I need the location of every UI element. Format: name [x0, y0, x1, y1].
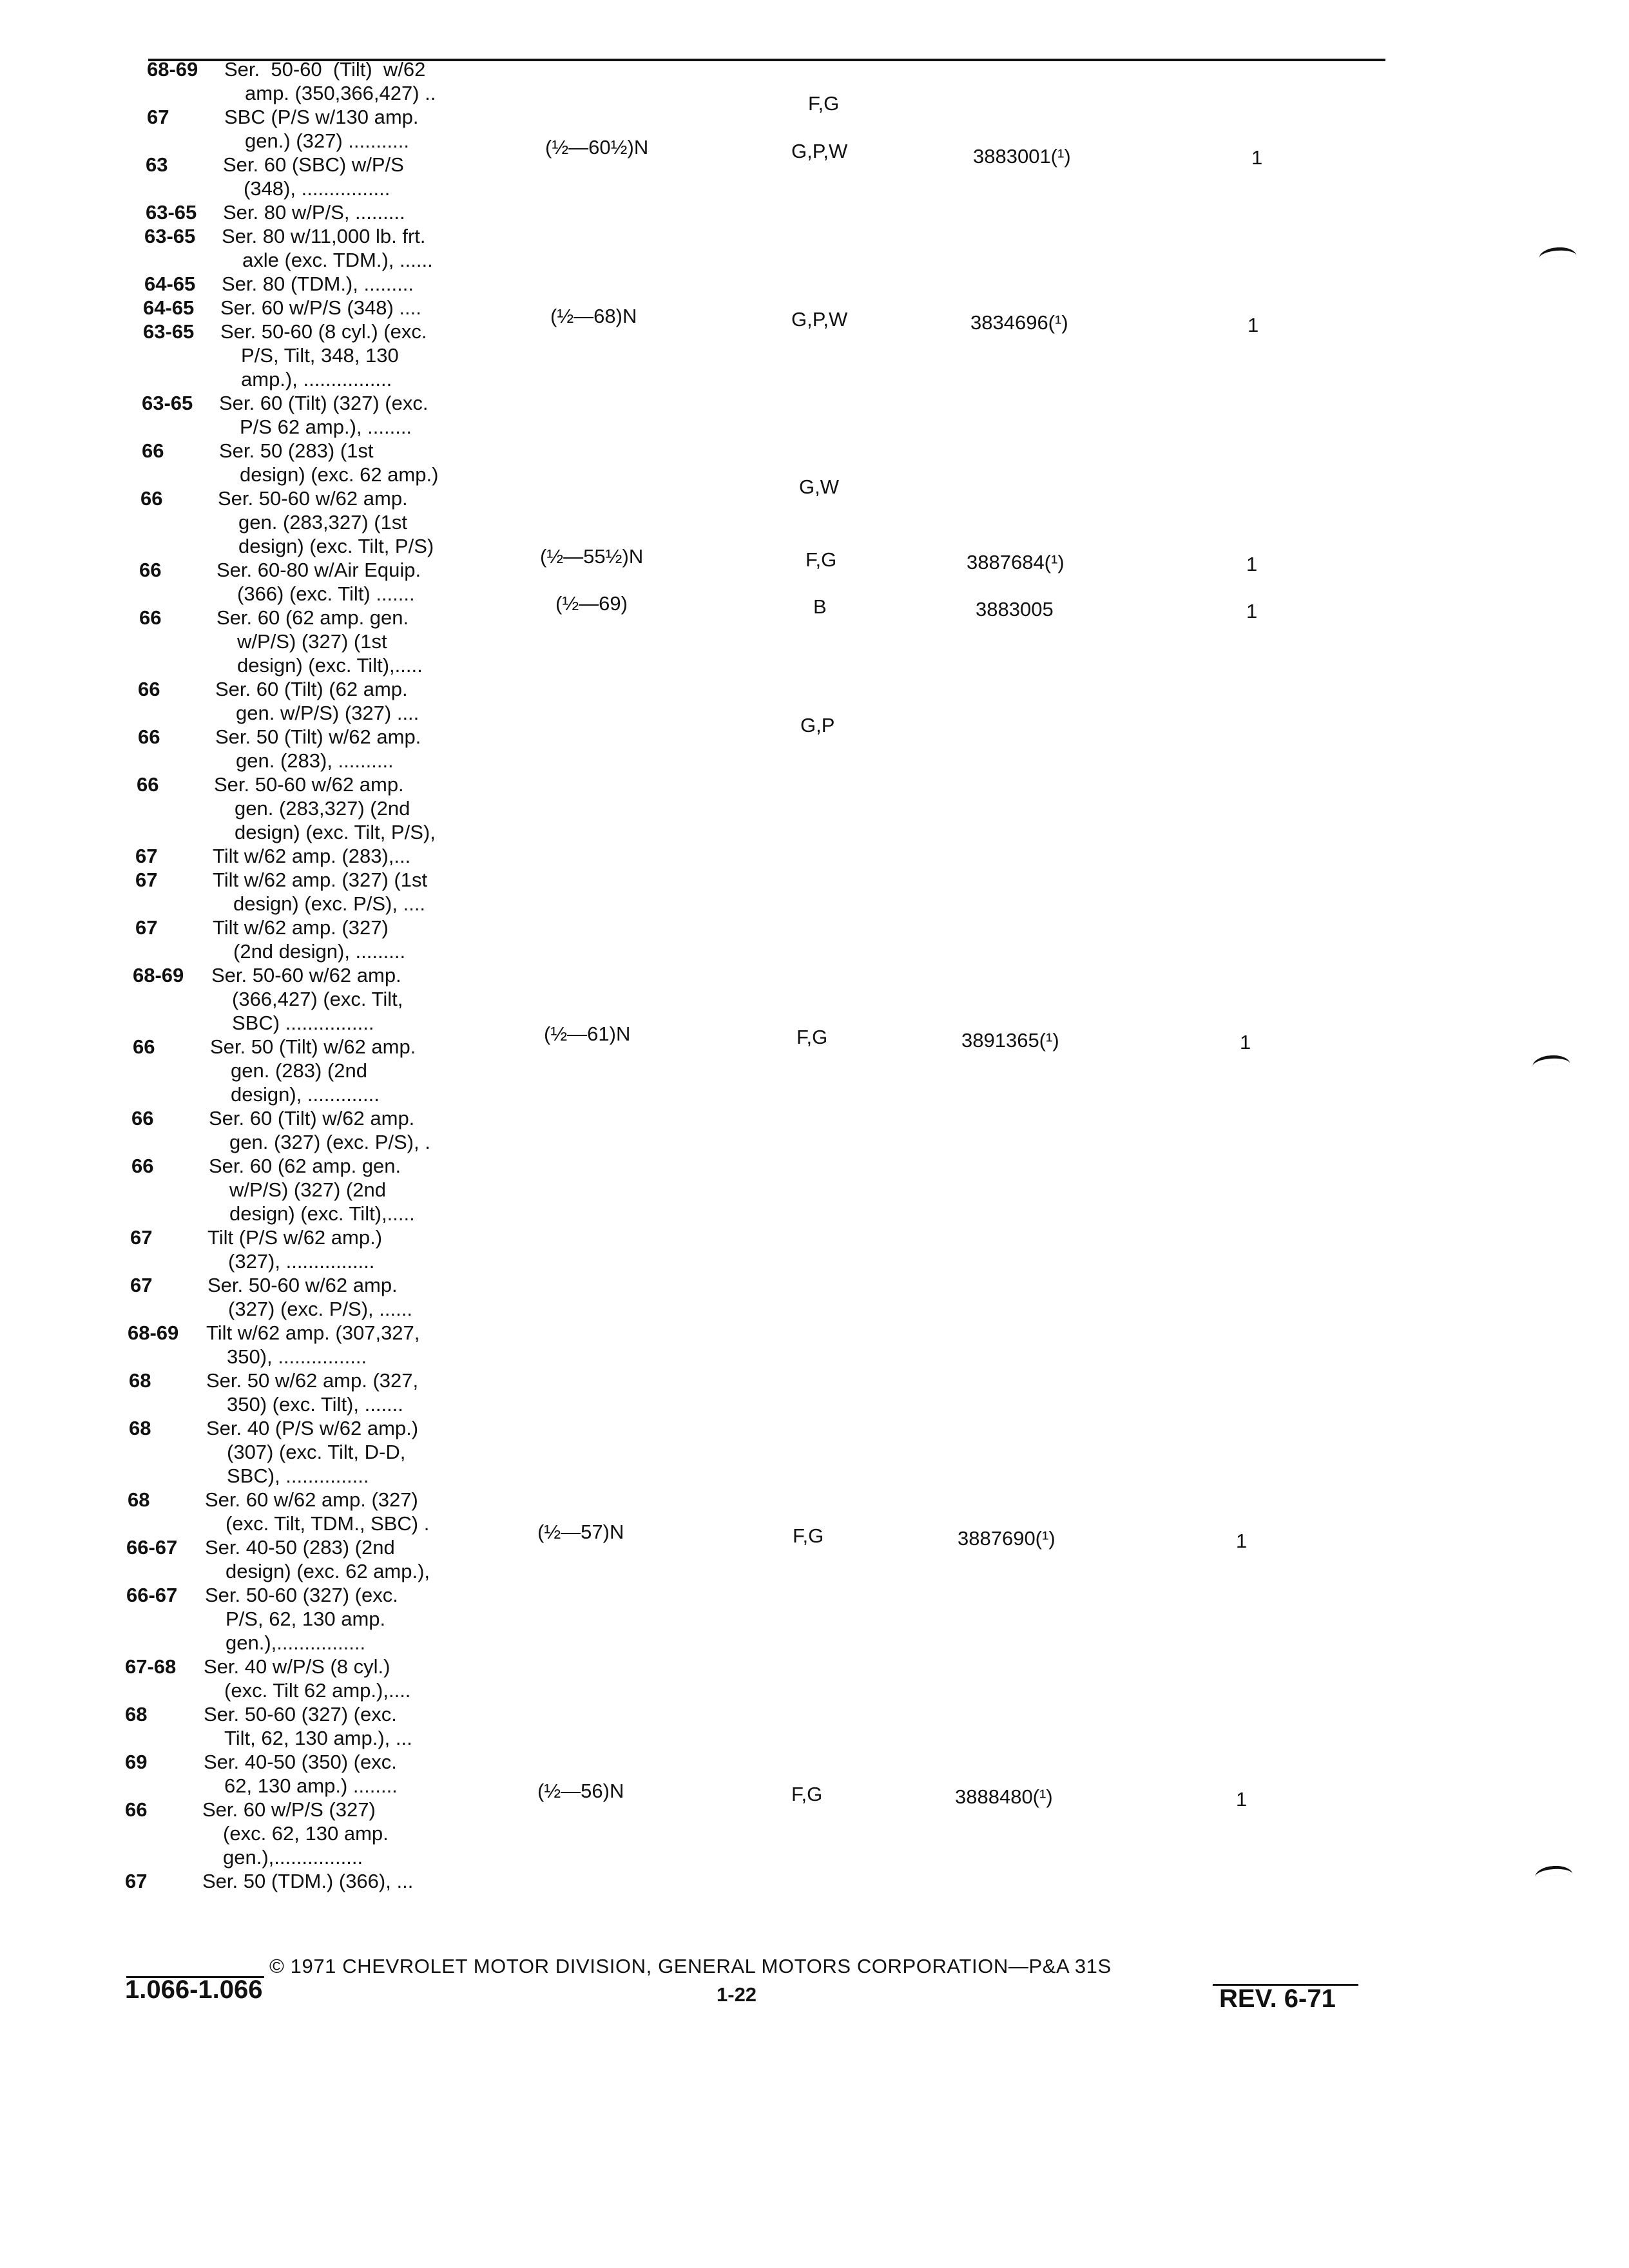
margin-mark — [1535, 1865, 1573, 1877]
entry-line: Ser. 50 w/62 amp. (327, — [206, 1369, 419, 1392]
entry-line: design), ............. — [231, 1083, 380, 1106]
entry-line: SBC (P/S w/130 amp. — [224, 106, 419, 128]
entry-line: Ser. 50-60 (8 cyl.) (exc. — [220, 320, 427, 343]
entry-year: 63-65 — [144, 225, 196, 247]
entry-line: design) (exc. P/S), .... — [233, 892, 426, 915]
entry-line: gen.),................ — [223, 1846, 363, 1869]
entry — [0, 964, 503, 1036]
entry — [0, 439, 503, 488]
entry-line: SBC), ............... — [227, 1465, 369, 1487]
entry-line: gen. w/P/S) (327) .... — [236, 702, 419, 724]
entry — [0, 1155, 503, 1227]
entry-line: Ser. 60-80 w/Air Equip. — [217, 559, 421, 581]
margin-mark — [1539, 246, 1577, 258]
entry-line: design) (exc. 62 amp.), — [226, 1560, 430, 1582]
qty-cell: 1 — [1240, 1031, 1251, 1053]
entry-line: Ser. 40-50 (283) (2nd — [205, 1536, 395, 1559]
footer-revision: REV. 6-71 — [1219, 1984, 1336, 2013]
entry-line: amp.), ................ — [241, 368, 392, 390]
entry-line: Ser. 80 w/11,000 lb. frt. — [222, 225, 426, 247]
entry-line: design) (exc. Tilt, P/S), — [235, 821, 436, 843]
entry-line: gen. (283) (2nd — [231, 1059, 367, 1082]
entry-line: Ser. 50-60 w/62 amp. — [218, 487, 408, 510]
entry-line: Ser. 50-60 w/62 amp. — [211, 964, 401, 986]
entry-year: 68 — [128, 1488, 150, 1511]
entry-line: Ser. 80 (TDM.), ......... — [222, 273, 414, 295]
entry-year: 68-69 — [133, 964, 184, 986]
entry — [0, 845, 503, 869]
entry — [0, 1035, 503, 1108]
entry-line: gen.) (327) ........... — [245, 130, 409, 152]
entry — [0, 1870, 503, 1894]
entry-line: Ser. 60 (Tilt) (327) (exc. — [219, 392, 429, 414]
entry-line: gen. (283,327) (2nd — [235, 797, 410, 820]
entry-line: Ser. 50-60 (327) (exc. — [204, 1703, 397, 1725]
entry-year: 66-67 — [126, 1584, 178, 1606]
entry-year: 67 — [130, 1226, 153, 1249]
entry-line: (exc. 62, 130 amp. — [223, 1822, 389, 1845]
entry-line: Tilt w/62 amp. (307,327, — [206, 1321, 420, 1344]
entry — [0, 1417, 503, 1489]
entry — [0, 1703, 503, 1751]
code-cell: (½—61)N — [544, 1023, 631, 1045]
entry-line: Ser. 50-60 w/62 amp. — [207, 1274, 398, 1296]
entry-year: 66 — [131, 1155, 154, 1177]
code-cell: (½—57)N — [537, 1521, 624, 1543]
code-cell: (½—68)N — [550, 305, 637, 327]
entry-line: amp. (350,366,427) .. — [245, 82, 436, 104]
entry-year: 64-65 — [144, 273, 196, 295]
entry-year: 67 — [135, 869, 158, 891]
entry-year: 66 — [131, 1107, 154, 1129]
entry-year: 67 — [125, 1870, 148, 1892]
entry-year: 66 — [137, 773, 159, 796]
entry-line: Ser. 60 (62 amp. gen. — [217, 606, 409, 629]
entry-line: P/S, Tilt, 348, 130 — [241, 344, 399, 367]
entry-line: (327), ................ — [228, 1250, 375, 1273]
entry-line: Ser. 60 (Tilt) w/62 amp. — [209, 1107, 415, 1129]
qty-cell: 1 — [1246, 553, 1258, 575]
entry — [0, 320, 503, 392]
entry-line: P/S, 62, 130 amp. — [226, 1608, 386, 1630]
entry-line: Ser. 50 (TDM.) (366), ... — [202, 1870, 414, 1892]
entry-line: (exc. Tilt, TDM., SBC) . — [226, 1512, 430, 1535]
entry-line: Ser. 40 (P/S w/62 amp.) — [206, 1417, 419, 1439]
entry-line: Ser. 60 (SBC) w/P/S — [223, 153, 404, 176]
entry-year: 66 — [138, 726, 160, 748]
entry — [0, 1274, 503, 1322]
entry — [0, 392, 503, 440]
entry-line: (327) (exc. P/S), ...... — [228, 1298, 412, 1320]
entry-line: Ser. 60 w/62 amp. (327) — [205, 1488, 418, 1511]
part-number-cell: 3834696(¹) — [970, 311, 1068, 334]
entry-year: 68 — [125, 1703, 148, 1725]
entry-year: 67 — [130, 1274, 153, 1296]
entry-year: 68-69 — [128, 1321, 179, 1344]
entry-line: design) (exc. 62 amp.) — [240, 463, 439, 486]
entry — [0, 296, 503, 321]
entry-line: Tilt w/62 amp. (327) — [213, 916, 389, 939]
qty-cell: 1 — [1236, 1530, 1248, 1552]
models-cell: F,G — [805, 548, 837, 571]
entry — [0, 1536, 503, 1584]
part-number-cell: 3891365(¹) — [961, 1029, 1059, 1052]
entry — [0, 1584, 503, 1656]
code-cell: (½—60½)N — [545, 136, 649, 159]
code-cell: (½—55½)N — [540, 545, 644, 568]
models-cell: F,G — [808, 92, 840, 115]
entry — [0, 1321, 503, 1370]
entry-line: P/S 62 amp.), ........ — [240, 416, 412, 438]
entry — [0, 273, 503, 297]
entry-line: 62, 130 amp.) ........ — [224, 1774, 398, 1797]
models-cell: B — [813, 595, 827, 618]
entry-line: 350) (exc. Tilt), ....... — [227, 1393, 403, 1416]
entry-line: w/P/S) (327) (2nd — [229, 1178, 386, 1201]
entry-line: Tilt w/62 amp. (283),... — [213, 845, 411, 867]
part-number-cell: 3887690(¹) — [958, 1527, 1055, 1550]
entry-line: design) (exc. Tilt, P/S) — [238, 535, 434, 557]
entry — [0, 1226, 503, 1274]
entry-line: Ser. 50 (Tilt) w/62 amp. — [210, 1035, 416, 1058]
qty-cell: 1 — [1236, 1788, 1248, 1811]
entry-year: 67 — [135, 916, 158, 939]
entry-year: 67 — [147, 106, 169, 128]
entry-year: 68 — [129, 1369, 151, 1392]
entry — [0, 678, 503, 726]
entry-year: 66 — [138, 678, 160, 700]
entry — [0, 869, 503, 917]
entry-line: Ser. 80 w/P/S, ......... — [223, 201, 405, 224]
models-cell: F,G — [796, 1026, 828, 1048]
entry-year: 69 — [125, 1751, 148, 1773]
entry — [0, 1369, 503, 1418]
entry-line: Ser. 60 (Tilt) (62 amp. — [215, 678, 408, 700]
entry-year: 67 — [135, 845, 158, 867]
entry — [0, 1488, 503, 1537]
entry-year: 68 — [129, 1417, 151, 1439]
entry-line: (exc. Tilt 62 amp.),.... — [224, 1679, 411, 1702]
entry-line: Ser. 40 w/P/S (8 cyl.) — [204, 1655, 390, 1678]
entry-line: design) (exc. Tilt),..... — [229, 1202, 415, 1225]
entry-line: Ser. 50-60 (327) (exc. — [205, 1584, 398, 1606]
part-number-cell: 3883005 — [976, 598, 1054, 620]
entry-line: Ser. 60 (62 amp. gen. — [209, 1155, 401, 1177]
entry-line: Ser. 60 w/P/S (348) .... — [220, 296, 421, 319]
entry-line: gen. (327) (exc. P/S), . — [229, 1131, 430, 1153]
entry-line: Tilt w/62 amp. (327) (1st — [213, 869, 428, 891]
entry-line: gen. (283), .......... — [236, 749, 394, 772]
entry-line: Ser. 50-60 (Tilt) w/62 — [224, 58, 426, 81]
qty-cell: 1 — [1251, 146, 1263, 169]
footer-catalog-ref: 1.066-1.066 — [125, 1975, 263, 2004]
entry-line: 350), ................ — [227, 1345, 367, 1368]
entry-line: (366) (exc. Tilt) ....... — [237, 582, 415, 605]
entry-year: 63-65 — [142, 392, 193, 414]
entry-line: Tilt (P/S w/62 amp.) — [207, 1226, 383, 1249]
entry — [0, 1798, 503, 1870]
part-number-cell: 3887684(¹) — [967, 551, 1065, 573]
entry-year: 66 — [142, 439, 164, 462]
entry — [0, 916, 503, 965]
models-cell: G,P — [800, 714, 835, 736]
models-cell: G,P,W — [791, 140, 848, 162]
entry-year: 66 — [139, 606, 162, 629]
entry — [0, 487, 503, 559]
entry-line: axle (exc. TDM.), ...... — [242, 249, 433, 271]
entry-year: 66 — [139, 559, 162, 581]
entry — [0, 225, 503, 273]
entry — [0, 726, 503, 774]
entry-year: 63-65 — [146, 201, 197, 224]
entry-line: Ser. 50-60 w/62 amp. — [214, 773, 404, 796]
entry-line: Ser. 50 (283) (1st — [219, 439, 374, 462]
entry — [0, 773, 503, 845]
entry — [0, 106, 503, 154]
models-cell: F,G — [791, 1783, 823, 1805]
margin-mark — [1532, 1054, 1570, 1066]
entry — [0, 559, 503, 607]
code-cell: (½—56)N — [537, 1780, 624, 1802]
entry-line: Ser. 40-50 (350) (exc. — [204, 1751, 397, 1773]
entry-year: 63 — [146, 153, 168, 176]
entry — [0, 153, 503, 202]
entry-line: (348), ................ — [244, 177, 390, 200]
entry — [0, 1751, 503, 1799]
entry-line: Ser. 60 w/P/S (327) — [202, 1798, 376, 1821]
entry-line: w/P/S) (327) (1st — [237, 630, 387, 653]
entry-line: (307) (exc. Tilt, D-D, — [227, 1441, 406, 1463]
entry-year: 67-68 — [125, 1655, 177, 1678]
part-number-cell: 3883001(¹) — [973, 145, 1071, 168]
entry-line: Tilt, 62, 130 amp.), ... — [224, 1727, 412, 1749]
entry-year: 63-65 — [143, 320, 195, 343]
entry-year: 66 — [140, 487, 163, 510]
entry-year: 66 — [133, 1035, 155, 1058]
entry-line: gen.),................ — [226, 1631, 366, 1654]
qty-cell: 1 — [1248, 314, 1259, 336]
models-cell: G,P,W — [791, 308, 848, 331]
entry-year: 64-65 — [143, 296, 195, 319]
footer-copyright: © 1971 CHEVROLET MOTOR DIVISION, GENERAL MOTORS CORPORATION—P&A 31S — [269, 1955, 1112, 1977]
part-number-cell: 3888480(¹) — [955, 1785, 1053, 1808]
qty-cell: 1 — [1246, 600, 1258, 622]
entry-year: 66-67 — [126, 1536, 178, 1559]
models-cell: G,W — [799, 476, 839, 498]
models-cell: F,G — [793, 1524, 824, 1547]
entry-year: 66 — [125, 1798, 148, 1821]
entry — [0, 1107, 503, 1155]
entry-line: Ser. 50 (Tilt) w/62 amp. — [215, 726, 421, 748]
entry — [0, 606, 503, 678]
entry-line: gen. (283,327) (1st — [238, 511, 407, 533]
entry-line: SBC) ................ — [232, 1012, 374, 1034]
entry-year: 68-69 — [147, 58, 198, 81]
code-cell: (½—69) — [555, 592, 628, 615]
entry-line: design) (exc. Tilt),..... — [237, 654, 423, 677]
entry — [0, 1655, 503, 1704]
entry — [0, 58, 503, 106]
entry-line: (366,427) (exc. Tilt, — [232, 988, 403, 1010]
entry — [0, 201, 503, 226]
footer-page-number: 1-22 — [717, 1983, 757, 2006]
entry-line: (2nd design), ......... — [233, 940, 406, 963]
